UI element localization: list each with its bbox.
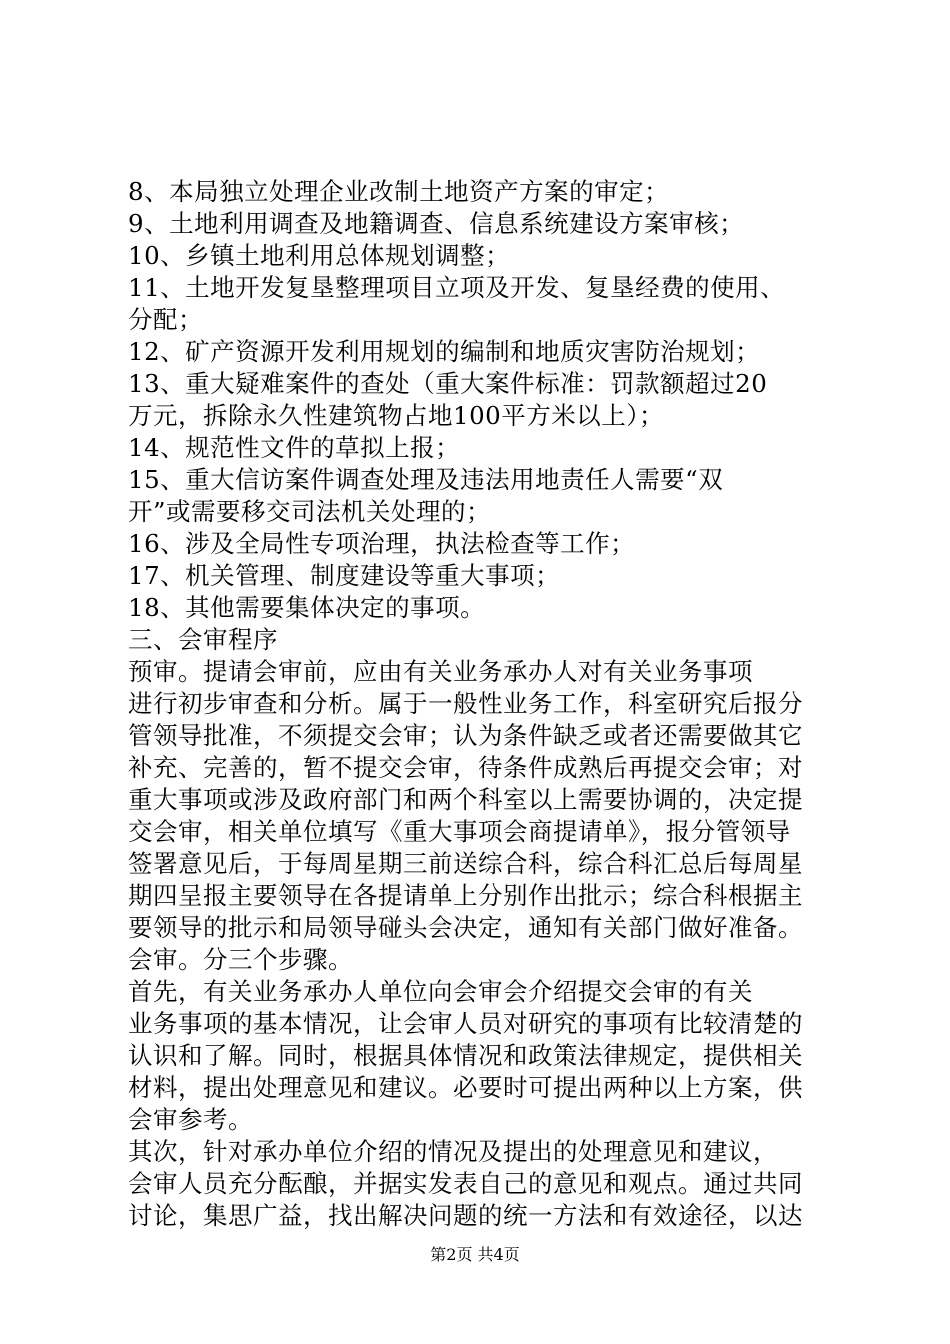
text-line: 9、土地利用调查及地籍调查、信息系统建设方案审核； [128,209,745,238]
text-line: 会审。分三个步骤。 [128,945,353,974]
text-line: 会审人员充分酝酿，并据实发表自己的意见和观点。通过共同 [128,1169,803,1198]
text-line: 8、本局独立处理企业改制土地资产方案的审定； [128,177,670,206]
text-line: 签署意见后，于每周星期三前送综合科，综合科汇总后每周星 [128,849,803,878]
text-line: 重大事项或涉及政府部门和两个科室以上需要协调的，决定提 [128,785,803,814]
text-line: 分配； [128,305,203,334]
text-line: 进行初步审查和分析。属于一般性业务工作，科室研究后报分 [128,689,803,718]
text-line: 认识和了解。同时，根据具体情况和政策法律规定，提供相关 [128,1041,803,1070]
text-line: 17、机关管理、制度建设等重大事项； [128,561,561,590]
text-line: 会审参考。 [128,1105,253,1134]
section-heading: 三、会审程序 [128,625,278,654]
text-line: 18、其他需要集体决定的事项。 [128,593,486,622]
text-line: 其次，针对承办单位介绍的情况及提出的处理意见和建议， [128,1137,778,1166]
text-line: 预审。提请会审前，应由有关业务承办人对有关业务事项 [128,657,753,686]
text-line: 业务事项的基本情况，让会审人员对研究的事项有比较清楚的 [128,1009,803,1038]
text-line: 12、矿产资源开发利用规划的编制和地质灾害防治规划； [128,337,761,366]
text-line: 13、重大疑难案件的查处（重大案件标准：罚款额超过20 [128,369,768,398]
text-line: 10、乡镇土地利用总体规划调整； [128,241,511,270]
text-line: 15、重大信访案件调查处理及违法用地责任人需要“双 [128,465,724,494]
text-line: 开”或需要移交司法机关处理的； [128,497,492,526]
text-line: 14、规范性文件的草拟上报； [128,433,461,462]
text-line: 补充、完善的，暂不提交会审，待条件成熟后再提交会审；对 [128,753,803,782]
text-line: 首先，有关业务承办人单位向会审会介绍提交会审的有关 [128,977,753,1006]
text-line: 管领导批准，不须提交会审；认为条件缺乏或者还需要做其它 [128,721,803,750]
text-line: 材料，提出处理意见和建议。必要时可提出两种以上方案，供 [128,1073,803,1102]
text-line: 万元，拆除永久性建筑物占地100平方米以上）； [128,401,665,430]
text-line: 11、土地开发复垦整理项目立项及开发、复垦经费的使用、 [128,273,786,302]
text-line: 交会审，相关单位填写《重大事项会商提请单》，报分管领导 [128,817,791,846]
text-line: 16、涉及全局性专项治理，执法检查等工作； [128,529,636,558]
text-line: 要领导的批示和局领导碰头会决定，通知有关部门做好准备。 [128,913,803,942]
page-footer: 第2页 共4页 [430,1245,520,1264]
text-line: 期四呈报主要领导在各提请单上分别作出批示；综合科根据主 [128,881,803,910]
text-line: 讨论，集思广益，找出解决问题的统一方法和有效途径，以达 [128,1201,803,1230]
